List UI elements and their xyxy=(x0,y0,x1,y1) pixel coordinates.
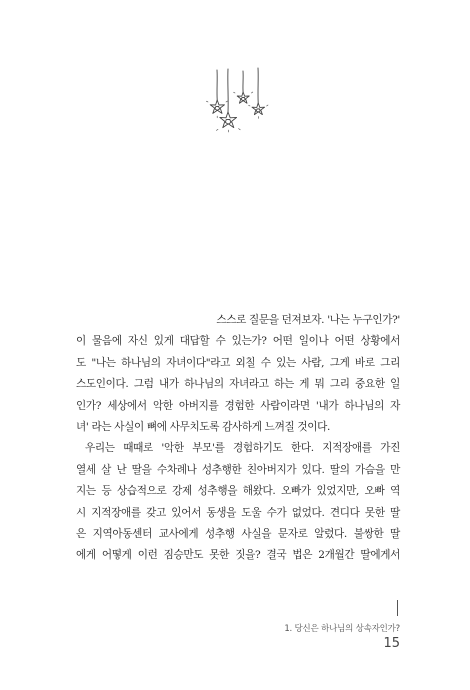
text-line: 에게 어떻게 이런 짐승만도 못한 짓을? 결국 법은 2개월간 딸에게서 xyxy=(76,549,400,562)
body-text xyxy=(76,310,400,567)
paragraph-last-line xyxy=(76,417,400,438)
text-line: 지는 등 상습적으로 강제 성추행을 해왔다. 오빠가 있었지만, 오빠 역 xyxy=(76,485,400,498)
text-line: 은 지역아동센터 교사에게 성추행 사실을 문자로 알렸다. 불쌍한 딸 xyxy=(76,528,400,541)
paragraph xyxy=(76,438,400,566)
page-number: 15 xyxy=(383,636,400,651)
text-line: 우리는 때때로 '악한 부모'를 경험하기도 한다. 지적장애를 가진 xyxy=(85,442,400,455)
text-line: 시 지적장애를 갖고 있어서 동생을 도울 수가 없었다. 견디다 못한 딸 xyxy=(76,506,400,519)
page-footer xyxy=(284,600,400,651)
footer-rule xyxy=(397,600,398,616)
text-line: 열세 살 난 딸을 수차례나 성추행한 친아버지가 있다. 딸의 가슴을 만 xyxy=(76,463,400,476)
text-line: 도 "나는 하나님의 자녀이다"라고 외칠 수 있는 사람, 그게 바로 그리 xyxy=(76,356,400,369)
running-head: 1. 당신은 하나님의 상속자인가? xyxy=(284,624,400,634)
hanging-stars-ornament xyxy=(200,66,276,136)
text-line: 스스로 질문을 던져보자. '나는 누구인가?' xyxy=(216,314,400,326)
opening-question xyxy=(76,310,400,331)
text-line: 녀' 라는 사실이 뼈에 사무치도록 감사하게 느껴질 것이다. xyxy=(76,421,331,434)
text-line: 스도인이다. 그럼 내가 하나님의 자녀라고 하는 게 뭐 그리 중요한 일 xyxy=(76,378,400,391)
text-line: 인가? 세상에서 악한 아버지를 경험한 사람이라면 '내가 하나님의 자 xyxy=(76,399,400,412)
text-line: 이 물음에 자신 있게 대답할 수 있는가? 어떤 일이나 어떤 상황에서 xyxy=(76,335,400,348)
hanging-stars-icon xyxy=(200,66,276,136)
paragraph xyxy=(76,331,400,417)
